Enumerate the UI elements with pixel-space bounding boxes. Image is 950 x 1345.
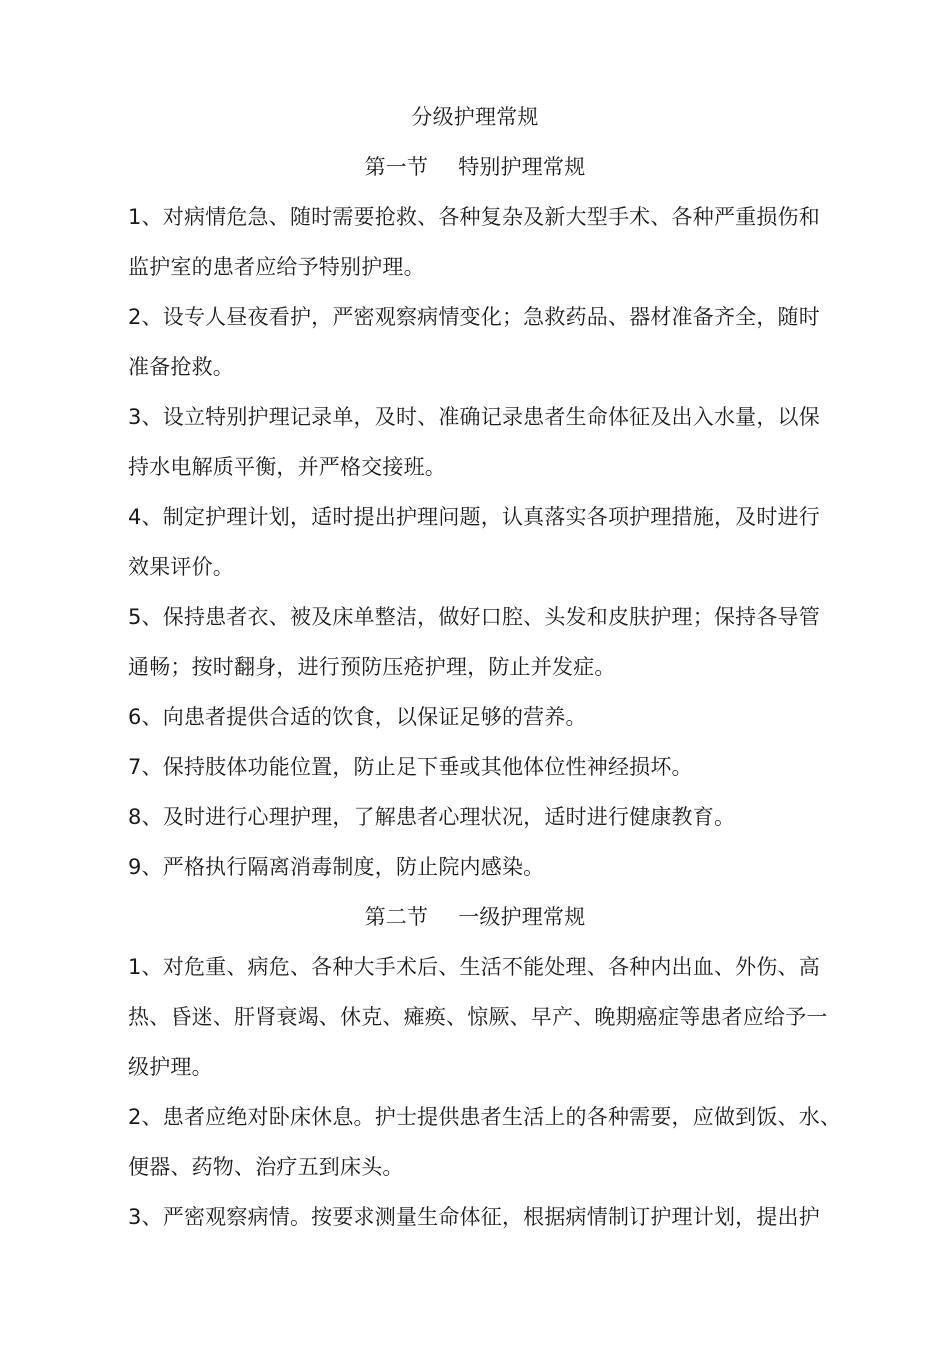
paragraph-line: 效果评价。	[128, 555, 234, 579]
paragraph-line: 级护理。	[128, 1055, 213, 1079]
paragraph-line: 1、对病情危急、随时需要抢救、各种复杂及新大型手术、各种严重损伤和	[128, 205, 820, 229]
paragraph-line: 热、昏迷、肝肾衰竭、休克、瘫痪、惊厥、早产、晚期癌症等患者应给予一	[128, 1005, 828, 1029]
paragraph-line: 准备抢救。	[128, 355, 234, 379]
paragraph-line: 便器、药物、治疗五到床头。	[128, 1155, 404, 1179]
paragraph-line: 3、严密观察病情。按要求测量生命体征，根据病情制订护理计划，提出护	[128, 1205, 820, 1229]
section-name: 特别护理常规	[458, 155, 586, 179]
paragraph-line: 7、保持肢体功能位置，防止足下垂或其他体位性神经损坏。	[128, 755, 693, 779]
paragraph-line: 1、对危重、病危、各种大手术后、生活不能处理、各种内出血、外伤、高	[128, 955, 820, 979]
paragraph-line: 5、保持患者衣、被及床单整洁，做好口腔、头发和皮肤护理；保持各导管	[128, 605, 820, 629]
paragraph-line: 监护室的患者应给予特别护理。	[128, 255, 425, 279]
section-heading	[0, 153, 950, 181]
paragraph-line: 持水电解质平衡，并严格交接班。	[128, 455, 446, 479]
paragraph-line: 通畅；按时翻身，进行预防压疮护理，防止并发症。	[128, 655, 616, 679]
section-number: 第一节	[364, 155, 429, 179]
section-heading	[0, 903, 950, 931]
paragraph-line: 9、严格执行隔离消毒制度，防止院内感染。	[128, 855, 545, 879]
paragraph-line: 8、及时进行心理护理，了解患者心理状况，适时进行健康教育。	[128, 805, 736, 829]
paragraph-line: 3、设立特别护理记录单，及时、准确记录患者生命体征及出入水量，以保	[128, 405, 820, 429]
paragraph-line: 6、向患者提供合适的饮食，以保证足够的营养。	[128, 705, 587, 729]
section-number: 第二节	[364, 905, 429, 929]
section-name: 一级护理常规	[458, 905, 586, 929]
paragraph-line: 4、制定护理计划，适时提出护理问题，认真落实各项护理措施，及时进行	[128, 505, 820, 529]
document-title: 分级护理常规	[411, 105, 539, 129]
paragraph-line: 2、设专人昼夜看护，严密观察病情变化；急救药品、器材准备齐全，随时	[128, 305, 820, 329]
paragraph-line: 2、患者应绝对卧床休息。护士提供患者生活上的各种需要，应做到饭、水、	[128, 1105, 842, 1129]
